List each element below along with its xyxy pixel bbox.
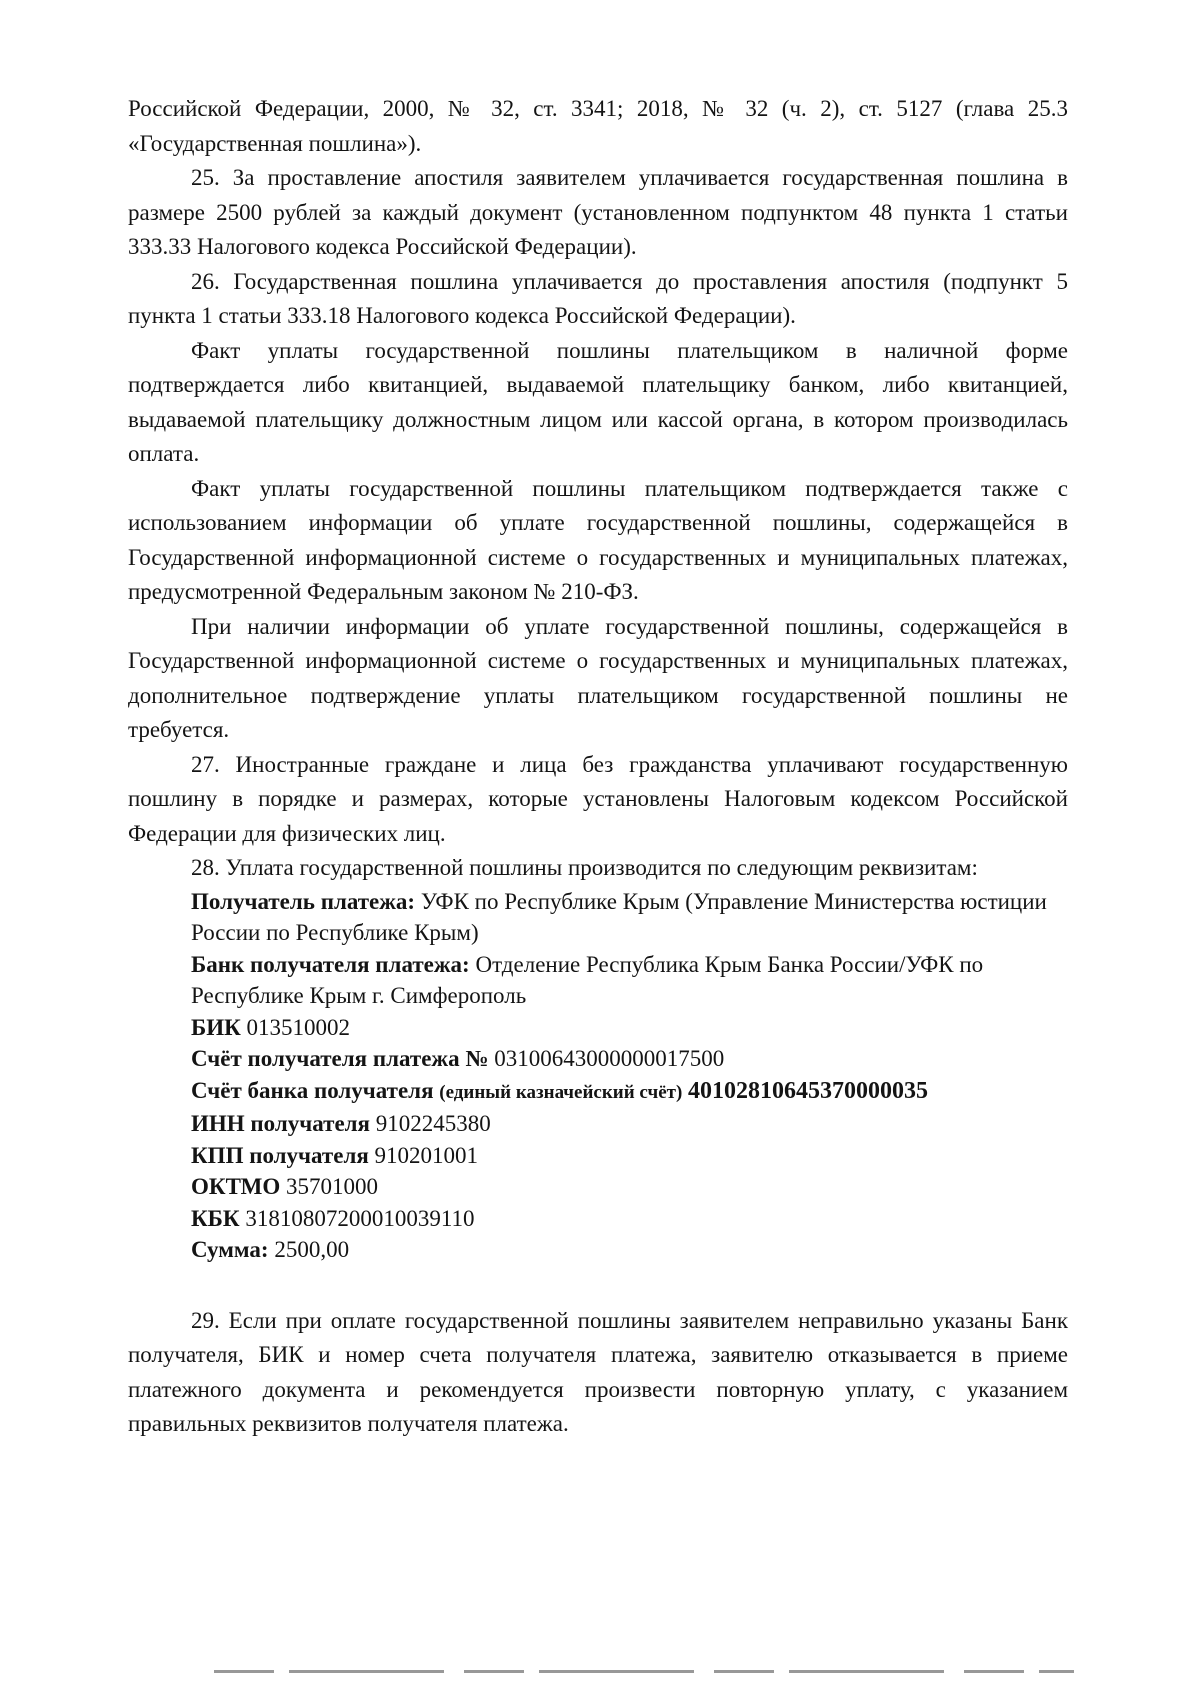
- paragraph-25: 25. За проставление апостиля заявителем уплачивается государственная пошлина в размере 2500 рублей за каждый документ (установленном подпунктом 48 пункта 1 статьи 333.33 Налогового кодекса Российской Федерации).: [128, 165, 1068, 259]
- requisite-recipient: [191, 886, 1068, 949]
- requisite-kbk: [191, 1203, 1068, 1235]
- treasury-note: (единый казначейский счёт): [439, 1081, 683, 1103]
- paragraph-28: 28. Уплата государственной пошлины производится по следующим реквизитам:: [191, 855, 978, 880]
- oktmo-label: ОКТМО: [191, 1174, 281, 1199]
- inn-value: 9102245380: [375, 1111, 491, 1136]
- paragraph-29: 29. Если при оплате государственной пошлины заявителем неправильно указаны Банк получателя, БИК и номер счета получателя платежа, заявителю отказывается в приеме платежного документа и рекомендуется произвести повторную уплату, с указанием правильных реквизитов получателя платежа.: [128, 1307, 1068, 1436]
- paragraph-26: 26. Государственная пошлина уплачивается до проставления апостиля (подпункт 5 пункта 1 статьи 333.18 Налогового кодекса Российской Федерации).: [128, 268, 1068, 328]
- paragraph-26-cash-proof: Факт уплаты государственной пошлины плательщиком в наличной форме подтверждается либо квитанцией, выдаваемой плательщику банком, либо квитанцией, выдаваемой плательщику должностным лицом или кассой органа, в котором производилась оплата.: [128, 337, 1068, 466]
- sum-value: 2500,00: [274, 1237, 350, 1262]
- recipient-value: УФК по Республике Крым (Управление Министерства юстиции России по Республике Крым): [191, 888, 1047, 945]
- spacer: [128, 1266, 1068, 1304]
- treasury-value: 40102810645370000035: [688, 1077, 929, 1104]
- document-page: [128, 92, 1068, 1442]
- bik-value: 013510002: [246, 1014, 351, 1040]
- sum-label: Сумма:: [191, 1237, 269, 1262]
- inn-label: ИНН получателя: [191, 1111, 371, 1136]
- kbk-value: 31810807200010039110: [245, 1205, 475, 1231]
- requisite-bank: [191, 949, 1068, 1012]
- recipient-label: Получатель платежа:: [191, 888, 416, 914]
- paragraph-continuation: Российской Федерации, 2000, № 32, ст. 3341; 2018, № 32 (ч. 2), ст. 5127 (глава 25.3 «Государственная пошлина»).: [128, 96, 1068, 156]
- bank-label: Банк получателя платежа:: [191, 951, 470, 977]
- paragraph-27: 27. Иностранные граждане и лица без гражданства уплачивают государственную пошлину в порядке и размерах, которые установлены Налоговым кодексом Российской Федерации для физических лиц.: [128, 751, 1068, 846]
- kpp-value: 910201001: [374, 1142, 479, 1168]
- requisite-kpp: [191, 1140, 1068, 1172]
- requisite-sum: [191, 1234, 1068, 1266]
- requisite-account: [191, 1043, 1068, 1075]
- paragraph-26-no-confirmation: При наличии информации об уплате государственной пошлины, содержащейся в Государственной информационной системе о государственных и муниципальных платежах, дополнительное подтверждение уплаты плательщиком государственной пошлины не требуется.: [128, 613, 1068, 742]
- kpp-label: КПП получателя: [191, 1142, 369, 1168]
- requisite-oktmo: [191, 1171, 1068, 1203]
- account-value: 03100643000000017500: [494, 1046, 725, 1071]
- bottom-scan-artifact: [214, 1670, 1074, 1673]
- requisite-bik: [191, 1012, 1068, 1044]
- requisite-treasury-account: [191, 1075, 1068, 1109]
- account-label: Счёт получателя платежа №: [191, 1046, 489, 1071]
- treasury-label: Счёт банка получателя: [191, 1077, 434, 1103]
- bank-value: Отделение Республика Крым Банка России/УФК по Республике Крым г. Симферополь: [191, 951, 984, 1008]
- paragraph-26-gis-proof: Факт уплаты государственной пошлины плательщиком подтверждается также с использованием информации об уплате государственной пошлины, содержащейся в Государственной информационной системе о государственных и муниципальных платежах, предусмотренной Федеральным законом № 210-ФЗ.: [128, 475, 1068, 604]
- payment-requisites: [128, 886, 1068, 1266]
- requisite-inn: [191, 1108, 1068, 1140]
- kbk-label: КБК: [191, 1205, 240, 1231]
- oktmo-value: 35701000: [285, 1174, 378, 1199]
- bik-label: БИК: [191, 1014, 241, 1040]
